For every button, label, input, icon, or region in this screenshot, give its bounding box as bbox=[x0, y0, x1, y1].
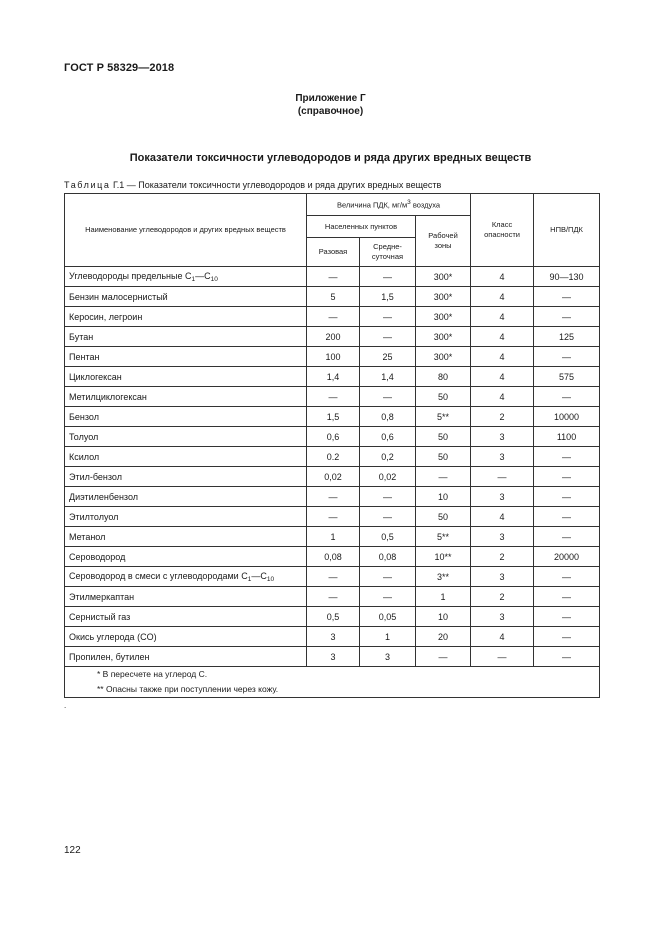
substance-name: Циклогексан bbox=[65, 367, 307, 387]
pdk-single: 100 bbox=[307, 347, 360, 367]
table-row bbox=[65, 367, 600, 387]
appendix-heading bbox=[0, 92, 661, 118]
header-work-zone: Рабочей зоны bbox=[416, 216, 471, 267]
pdk-single: 0,6 bbox=[307, 427, 360, 447]
substance-name: Метилциклогексан bbox=[65, 387, 307, 407]
pdk-daily: — bbox=[360, 327, 416, 347]
table-row bbox=[65, 467, 600, 487]
pdk-single: 1 bbox=[307, 527, 360, 547]
hazard-class: 3 bbox=[471, 487, 534, 507]
trailing-mark: . bbox=[64, 701, 67, 710]
npv-ratio: — bbox=[534, 507, 600, 527]
pdk-workzone: 80 bbox=[416, 367, 471, 387]
appendix-subtitle: (справочное) bbox=[297, 106, 364, 117]
pdk-single: 200 bbox=[307, 327, 360, 347]
pdk-single: — bbox=[307, 567, 360, 587]
pdk-single: 1,5 bbox=[307, 407, 360, 427]
table-note: * В пересчете на углерод С. bbox=[97, 669, 208, 679]
table-body bbox=[65, 267, 600, 698]
substance-name: Бутан bbox=[65, 327, 307, 347]
npv-ratio: — bbox=[534, 387, 600, 407]
pdk-daily: 3 bbox=[360, 647, 416, 667]
toxicity-table bbox=[64, 193, 600, 698]
pdk-single: — bbox=[307, 487, 360, 507]
pdk-daily: — bbox=[360, 307, 416, 327]
table-row bbox=[65, 427, 600, 447]
pdk-daily: — bbox=[360, 487, 416, 507]
hazard-class: 3 bbox=[471, 567, 534, 587]
substance-name: Пропилен, бутилен bbox=[65, 647, 307, 667]
npv-ratio: 90—130 bbox=[534, 267, 600, 287]
table-caption-label: Таблица bbox=[64, 180, 111, 190]
hazard-class: 3 bbox=[471, 527, 534, 547]
pdk-workzone: 50 bbox=[416, 387, 471, 407]
table-row bbox=[65, 407, 600, 427]
pdk-daily: 0,05 bbox=[360, 607, 416, 627]
npv-ratio: — bbox=[534, 347, 600, 367]
table-row bbox=[65, 267, 600, 287]
substance-name: Толуол bbox=[65, 427, 307, 447]
substance-name: Сероводород в смеси с углеводородами $C_1—C_{10}$ bbox=[65, 567, 307, 587]
pdk-workzone: 300* bbox=[416, 267, 471, 287]
hazard-class: 3 bbox=[471, 607, 534, 627]
npv-ratio: — bbox=[534, 647, 600, 667]
pdk-workzone: 3** bbox=[416, 567, 471, 587]
table-row bbox=[65, 307, 600, 327]
npv-ratio: — bbox=[534, 467, 600, 487]
pdk-daily: — bbox=[360, 507, 416, 527]
pdk-daily: — bbox=[360, 567, 416, 587]
hazard-class: 4 bbox=[471, 387, 534, 407]
header-pdk-group: Величина ПДК, $мг/м^3$ воздуха bbox=[307, 194, 471, 216]
pdk-daily: 0,8 bbox=[360, 407, 416, 427]
pdk-workzone: 50 bbox=[416, 447, 471, 467]
section-title: Показатели токсичности углеводородов и ряда других вредных веществ bbox=[129, 152, 532, 164]
header-hazard-class: Класс опасности bbox=[471, 194, 534, 267]
table-row bbox=[65, 387, 600, 407]
npv-ratio: 125 bbox=[534, 327, 600, 347]
npv-ratio: — bbox=[534, 487, 600, 507]
substance-name: Метанол bbox=[65, 527, 307, 547]
pdk-single: 3 bbox=[307, 627, 360, 647]
header-name: Наименование углеводородов и других вредных веществ bbox=[65, 194, 307, 267]
table-row bbox=[65, 627, 600, 647]
pdk-daily: 0,6 bbox=[360, 427, 416, 447]
table-notes-row bbox=[65, 667, 600, 698]
pdk-daily: 1,4 bbox=[360, 367, 416, 387]
table-row bbox=[65, 547, 600, 567]
pdk-daily: 25 bbox=[360, 347, 416, 367]
hazard-class: 4 bbox=[471, 327, 534, 347]
substance-name: Диэтиленбензол bbox=[65, 487, 307, 507]
table-note: ** Опасны также при поступлении через кожу. bbox=[97, 684, 279, 694]
npv-ratio: — bbox=[534, 287, 600, 307]
pdk-workzone: 10 bbox=[416, 487, 471, 507]
npv-ratio: 575 bbox=[534, 367, 600, 387]
npv-ratio: 1100 bbox=[534, 427, 600, 447]
header-daily: Средне-суточная bbox=[360, 238, 416, 267]
hazard-class: 3 bbox=[471, 447, 534, 467]
pdk-workzone: 300* bbox=[416, 287, 471, 307]
npv-ratio: — bbox=[534, 587, 600, 607]
substance-name: Бензин малосернистый bbox=[65, 287, 307, 307]
table-row bbox=[65, 287, 600, 307]
pdk-daily: — bbox=[360, 267, 416, 287]
npv-ratio: — bbox=[534, 627, 600, 647]
hazard-class: — bbox=[471, 647, 534, 667]
pdk-workzone: 5** bbox=[416, 407, 471, 427]
npv-ratio: — bbox=[534, 567, 600, 587]
npv-ratio: — bbox=[534, 307, 600, 327]
pdk-daily: 0,2 bbox=[360, 447, 416, 467]
table-row bbox=[65, 527, 600, 547]
pdk-workzone: 300* bbox=[416, 347, 471, 367]
pdk-daily: 0,02 bbox=[360, 467, 416, 487]
hazard-class: 2 bbox=[471, 547, 534, 567]
header-single: Разовая bbox=[307, 238, 360, 267]
pdk-single: 0,08 bbox=[307, 547, 360, 567]
substance-name: Этилтолуол bbox=[65, 507, 307, 527]
pdk-workzone: 300* bbox=[416, 327, 471, 347]
header-populated-areas: Населенных пунктов bbox=[307, 216, 416, 238]
pdk-single: — bbox=[307, 587, 360, 607]
header-npv: НПВ/ПДК bbox=[534, 194, 600, 267]
document-code: ГОСТ Р 58329—2018 bbox=[64, 62, 175, 74]
pdk-single: — bbox=[307, 267, 360, 287]
substance-name: Окись углерода (CO) bbox=[65, 627, 307, 647]
pdk-daily: 0,08 bbox=[360, 547, 416, 567]
pdk-single: 0,5 bbox=[307, 607, 360, 627]
table-caption-text: Г.1 — Показатели токсичности углеводородов и ряда других вредных веществ bbox=[110, 180, 442, 190]
substance-name: Ксилол bbox=[65, 447, 307, 467]
pdk-daily: 0,5 bbox=[360, 527, 416, 547]
hazard-class: 4 bbox=[471, 347, 534, 367]
hazard-class: 4 bbox=[471, 267, 534, 287]
pdk-workzone: 10** bbox=[416, 547, 471, 567]
substance-name: Сероводород bbox=[65, 547, 307, 567]
pdk-daily: 1 bbox=[360, 627, 416, 647]
pdk-daily: — bbox=[360, 387, 416, 407]
npv-ratio: — bbox=[534, 607, 600, 627]
substance-name: Сернистый газ bbox=[65, 607, 307, 627]
pdk-single: — bbox=[307, 507, 360, 527]
table-caption bbox=[64, 180, 441, 190]
pdk-single: 5 bbox=[307, 287, 360, 307]
pdk-single: 0,02 bbox=[307, 467, 360, 487]
substance-name: Углеводороды предельные $C_1—C_{10}$ bbox=[65, 267, 307, 287]
pdk-single: — bbox=[307, 307, 360, 327]
substance-name: Этилмеркаптан bbox=[65, 587, 307, 607]
npv-ratio: 10000 bbox=[534, 407, 600, 427]
page-number: 122 bbox=[64, 845, 81, 856]
hazard-class: 4 bbox=[471, 507, 534, 527]
substance-name: Этил-бензол bbox=[65, 467, 307, 487]
table-row bbox=[65, 507, 600, 527]
table-row bbox=[65, 327, 600, 347]
table-row bbox=[65, 487, 600, 507]
pdk-workzone: — bbox=[416, 467, 471, 487]
hazard-class: 4 bbox=[471, 287, 534, 307]
pdk-daily: 1,5 bbox=[360, 287, 416, 307]
substance-name: Керосин, легроин bbox=[65, 307, 307, 327]
table-row bbox=[65, 347, 600, 367]
table-row bbox=[65, 587, 600, 607]
pdk-workzone: 5** bbox=[416, 527, 471, 547]
pdk-workzone: 1 bbox=[416, 587, 471, 607]
pdk-workzone: 10 bbox=[416, 607, 471, 627]
pdk-single: 0.2 bbox=[307, 447, 360, 467]
pdk-workzone: 50 bbox=[416, 427, 471, 447]
hazard-class: 3 bbox=[471, 427, 534, 447]
table-notes bbox=[65, 667, 600, 698]
table-row bbox=[65, 447, 600, 467]
hazard-class: 4 bbox=[471, 627, 534, 647]
npv-ratio: — bbox=[534, 447, 600, 467]
npv-ratio: 20000 bbox=[534, 547, 600, 567]
pdk-single: — bbox=[307, 387, 360, 407]
pdk-workzone: — bbox=[416, 647, 471, 667]
hazard-class: — bbox=[471, 467, 534, 487]
appendix-title: Приложение Г bbox=[295, 93, 366, 104]
pdk-single: 1,4 bbox=[307, 367, 360, 387]
table-row bbox=[65, 647, 600, 667]
pdk-workzone: 300* bbox=[416, 307, 471, 327]
hazard-class: 2 bbox=[471, 587, 534, 607]
pdk-workzone: 20 bbox=[416, 627, 471, 647]
substance-name: Пентан bbox=[65, 347, 307, 367]
pdk-single: 3 bbox=[307, 647, 360, 667]
table-row bbox=[65, 607, 600, 627]
hazard-class: 4 bbox=[471, 307, 534, 327]
hazard-class: 2 bbox=[471, 407, 534, 427]
table-row bbox=[65, 567, 600, 587]
hazard-class: 4 bbox=[471, 367, 534, 387]
pdk-workzone: 50 bbox=[416, 507, 471, 527]
substance-name: Бензол bbox=[65, 407, 307, 427]
pdk-daily: — bbox=[360, 587, 416, 607]
npv-ratio: — bbox=[534, 527, 600, 547]
